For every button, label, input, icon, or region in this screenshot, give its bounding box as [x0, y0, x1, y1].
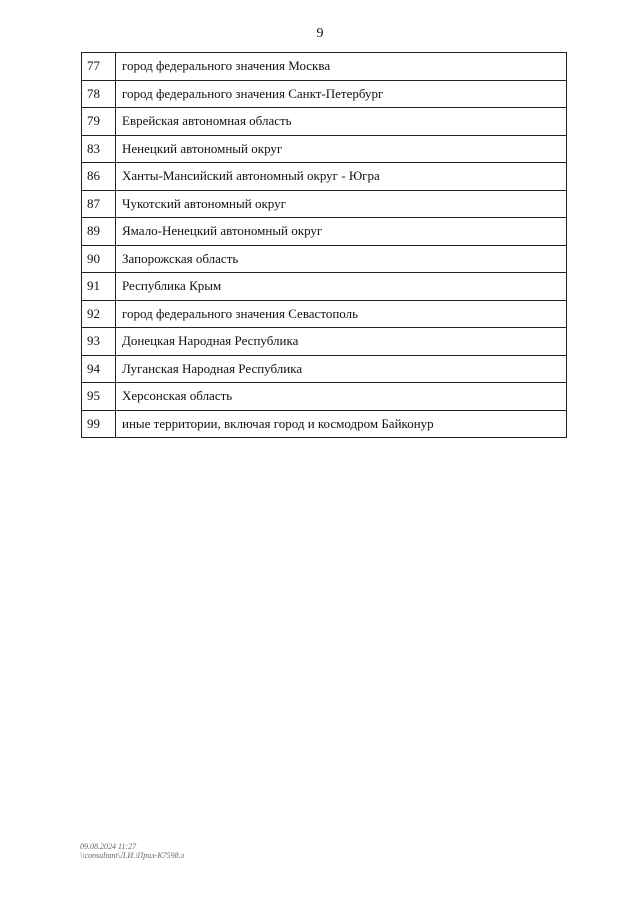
region-name-cell: Республика Крым [116, 273, 567, 301]
region-code-cell: 86 [82, 163, 116, 191]
table-row [82, 410, 567, 438]
region-name-cell: Донецкая Народная Республика [116, 328, 567, 356]
region-code-cell: 79 [82, 108, 116, 136]
region-name-cell: Ненецкий автономный округ [116, 135, 567, 163]
region-name-cell: город федерального значения Севастополь [116, 300, 567, 328]
region-code-cell: 91 [82, 273, 116, 301]
table-row [82, 163, 567, 191]
region-code-cell: 87 [82, 190, 116, 218]
region-code-cell: 93 [82, 328, 116, 356]
region-code-cell: 83 [82, 135, 116, 163]
region-name-cell: Ямало-Ненецкий автономный округ [116, 218, 567, 246]
region-codes-table [81, 52, 567, 438]
region-name-cell: Ханты-Мансийский автономный округ - Югра [116, 163, 567, 191]
region-code-cell: 99 [82, 410, 116, 438]
region-code-cell: 89 [82, 218, 116, 246]
table-row [82, 300, 567, 328]
table-row [82, 190, 567, 218]
region-name-cell: город федерального значения Москва [116, 53, 567, 81]
region-code-cell: 90 [82, 245, 116, 273]
table-row [82, 245, 567, 273]
table-row [82, 108, 567, 136]
region-code-cell: 78 [82, 80, 116, 108]
footer-timestamp: 09.08.2024 11:27 [80, 842, 137, 851]
table-row [82, 355, 567, 383]
region-code-cell: 92 [82, 300, 116, 328]
region-name-cell: Луганская Народная Республика [116, 355, 567, 383]
table-row [82, 80, 567, 108]
region-name-cell: Запорожская область [116, 245, 567, 273]
region-name-cell: Чукотский автономный округ [116, 190, 567, 218]
region-codes-table-body [82, 53, 567, 438]
region-code-cell: 94 [82, 355, 116, 383]
page-number: 9 [316, 26, 324, 41]
table-row [82, 135, 567, 163]
document-footer [80, 842, 184, 860]
table-row [82, 383, 567, 411]
region-code-cell: 95 [82, 383, 116, 411]
table-row [82, 53, 567, 81]
region-name-cell: город федерального значения Санкт-Петербург [116, 80, 567, 108]
table-row [82, 328, 567, 356]
region-name-cell: Херсонская область [116, 383, 567, 411]
table-row [82, 218, 567, 246]
region-code-cell: 77 [82, 53, 116, 81]
region-name-cell: Еврейская автономная область [116, 108, 567, 136]
table-row [82, 273, 567, 301]
region-name-cell: иные территории, включая город и космодром Байконур [116, 410, 567, 438]
footer-file-path: \\consultant\Л.И.\Прил-К7598.л [80, 851, 185, 860]
